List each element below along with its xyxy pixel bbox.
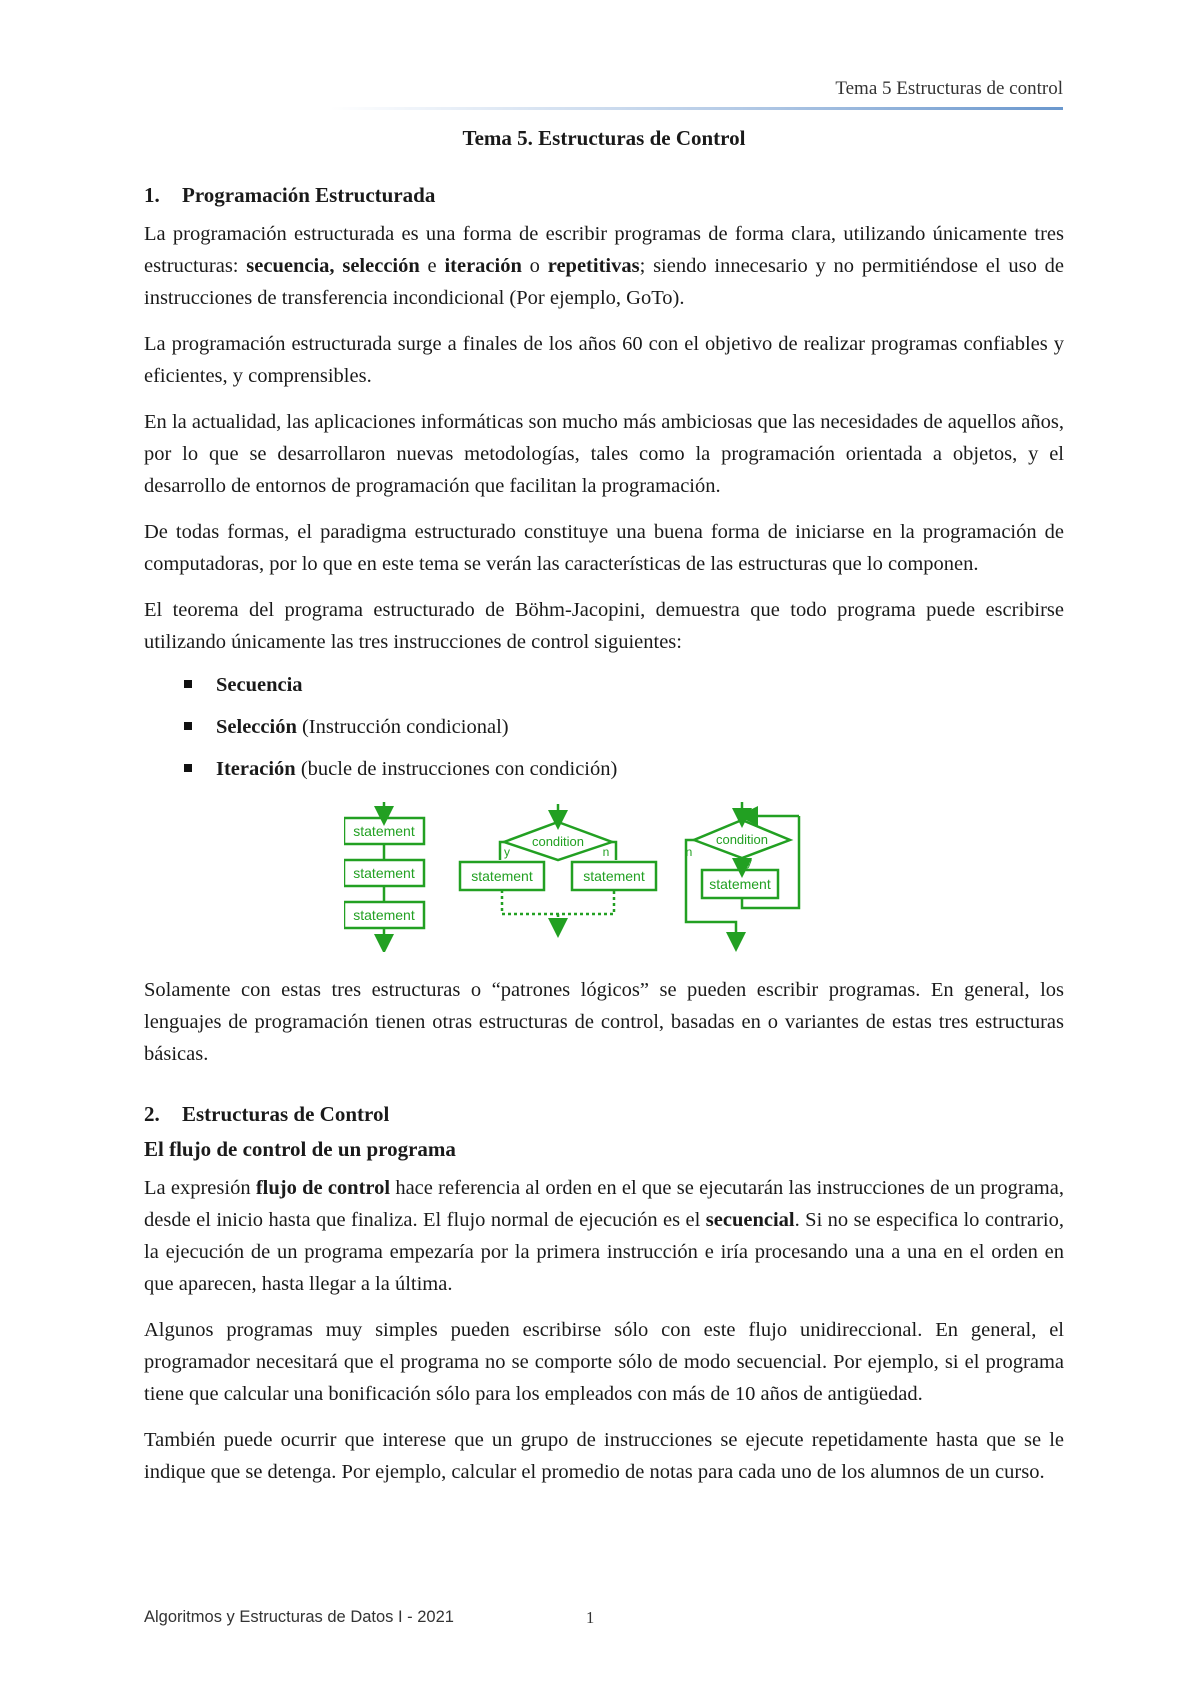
list-item-bold: Selección	[216, 716, 297, 738]
text: . Si no se especifica lo contrario, la ejecución de un programa empezaría por la primera instrucción e iría procesando una a una en el orden en que aparecen, hasta llegar a la última.	[144, 1209, 1064, 1295]
section-1-title: Programación Estructurada	[182, 183, 436, 207]
section-1-number: 1.	[144, 183, 160, 207]
running-header: Tema 5 Estructuras de control	[835, 78, 1063, 99]
section-2-title: Estructuras de Control	[182, 1102, 390, 1126]
list-item-bold: Secuencia	[216, 674, 303, 696]
sel-condition-label: condition	[531, 834, 585, 849]
flowchart-figure	[344, 802, 864, 952]
bold-repetitivas: repetitivas	[547, 255, 640, 277]
paragraph-paradigm: De todas formas, el paradigma estructurado constituye una buena forma de iniciarse en la programación de computadoras, por lo que en este tema se verán las características de las estructuras que lo componen.	[144, 521, 1064, 575]
sel-no-label: n	[602, 845, 610, 859]
list-item	[144, 664, 1064, 706]
bullet-square-icon	[184, 722, 192, 730]
text: e	[419, 255, 445, 277]
sel-left-label: statement	[471, 868, 533, 884]
spacer	[144, 1084, 1064, 1102]
list-item	[144, 748, 1064, 790]
bold-iteracion: iteración	[444, 255, 522, 277]
paragraph-control-flow	[144, 1172, 1064, 1300]
bullet-square-icon	[184, 680, 192, 688]
list-item-bold: Iteración	[216, 758, 296, 780]
list-item-text: (bucle de instrucciones con condición)	[295, 758, 618, 780]
paragraph-theorem: El teorema del programa estructurado de Böhm-Jacopini, demuestra que todo programa puede escribirse utilizando únicamente las tres instrucciones de control siguientes:	[144, 599, 1064, 653]
bullet-square-icon	[184, 764, 192, 772]
header-rule	[330, 107, 1063, 110]
seq-label-1: statement	[353, 823, 415, 839]
page-content	[144, 126, 1064, 1502]
paragraph-simple-programs: Algunos programas muy simples pueden escribirse sólo con este flujo unidireccional. En general, el programador necesitará que el programa no se comporte sólo de modo secuencial. Por ejemplo, si el programa tiene que calcular una bonificación sólo para los empleados con más de 10 años de antigüedad.	[144, 1319, 1064, 1405]
paragraph-structured-programming	[144, 218, 1064, 314]
text: ,	[329, 255, 343, 277]
loop-yes-label: y	[746, 855, 752, 869]
footer-course: Algoritmos y Estructuras de Datos I - 2021	[144, 1608, 454, 1626]
loop-body-label: statement	[709, 876, 771, 892]
bold-secuencial: secuencial	[705, 1209, 795, 1231]
text: o	[521, 255, 548, 277]
paragraph-logical-patterns: Solamente con estas tres estructuras o “patrones lógicos” se pueden escribir programas. En general, los lenguajes de programación tienen otras estructuras de control, basadas en o variantes de estas tres estructuras básicas.	[144, 979, 1064, 1065]
seq-label-3: statement	[353, 907, 415, 923]
control-structures-list	[144, 664, 1064, 790]
text: La expresión	[144, 1177, 256, 1199]
page-number: 1	[586, 1608, 595, 1627]
document-title: Tema 5. Estructuras de Control	[462, 126, 746, 150]
paragraph-current: En la actualidad, las aplicaciones informáticas son mucho más ambiciosas que las necesidades de aquellos años, por lo que se desarrollaron nuevas metodologías, tales como la programación orientada a objetos, y el desarrollo de entornos de programación que facilitan la programación.	[144, 411, 1064, 497]
iteration-flowchart	[686, 802, 799, 942]
section-1-heading	[144, 183, 1064, 208]
bold-flujo-de-control: flujo de control	[255, 1177, 391, 1199]
seq-label-2: statement	[353, 865, 415, 881]
sel-right-label: statement	[583, 868, 645, 884]
subsection-heading: El flujo de control de un programa	[144, 1137, 456, 1161]
text: ; siendo innecesario y no permitiéndose el uso de instrucciones de transferencia incondicional (Por ejemplo, GoTo).	[144, 255, 1064, 309]
paragraph-repetition: También puede ocurrir que interese que un grupo de instrucciones se ejecute repetidamente hasta que se le indique que se detenga. Por ejemplo, calcular el promedio de notas para cada uno de los alumnos de un curso.	[144, 1429, 1064, 1483]
paragraph-origin: La programación estructurada surge a finales de los años 60 con el objetivo de realizar programas confiables y eficientes, y comprensibles.	[144, 333, 1064, 387]
list-item	[144, 706, 1064, 748]
section-2-heading	[144, 1102, 1064, 1127]
bold-seleccion: selección	[342, 255, 420, 277]
selection-flowchart	[460, 804, 656, 928]
section-2-number: 2.	[144, 1102, 160, 1126]
text: La programación estructurada es una forma de escribir programas de forma clara, utilizando únicamente tres estructuras:	[144, 223, 1064, 277]
list-item-text: (Instrucción condicional)	[296, 716, 509, 738]
control-structures-diagram	[144, 802, 1064, 952]
text: hace referencia al orden en el que se ejecutarán las instrucciones de un programa, desde el inicio hasta que finaliza. El flujo normal de ejecución es el	[144, 1177, 1064, 1231]
sel-yes-label: y	[504, 845, 510, 859]
bold-secuencia: secuencia	[246, 255, 330, 277]
loop-condition-label: condition	[715, 832, 769, 847]
loop-no-label: n	[685, 845, 693, 859]
